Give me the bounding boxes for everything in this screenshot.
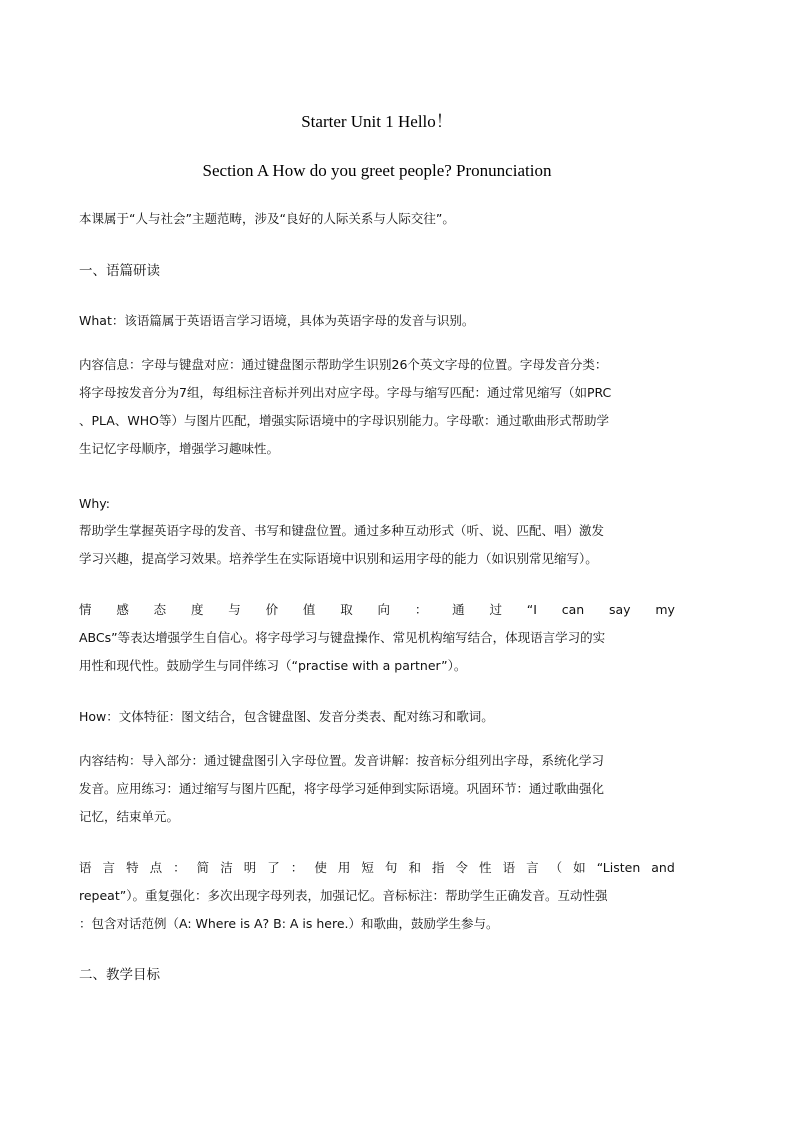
content-info-line: 内容信息：字母与键盘对应：通过键盘图示帮助学生识别26个英文字母的位置。字母发音分类：	[79, 357, 608, 372]
emotion-line: 用性和现代性。鼓励学生与同伴练习（“practise with a partner”）。	[79, 658, 467, 673]
language-line: ：包含对话范例（A: Where is A? B: A is here.）和歌曲，鼓励学生参与。	[79, 916, 499, 931]
structure-line: 发音。应用练习：通过缩写与图片匹配，将字母学习延伸到实际语境。巩固环节：通过歌曲强化	[79, 781, 605, 796]
why-paragraph	[79, 517, 675, 573]
why-line: 学习兴趣，提高学习效果。培养学生在实际语境中识别和运用字母的能力（如识别常见缩写）。	[79, 551, 598, 566]
content-info-line: 将字母按发音分为7组，每组标注音标并列出对应字母。字母与缩写匹配：通过常见缩写（如PRC	[79, 385, 612, 400]
structure-line: 内容结构：导入部分：通过键盘图引入字母位置。发音讲解：按音标分组列出字母，系统化学习	[79, 753, 605, 768]
intro-paragraph: 本课属于“人与社会”主题范畴，涉及“良好的人际关系与人际交往”。	[79, 211, 455, 226]
emotion-line: ABCs”等表达增强学生自信心。将字母学习与键盘操作、常见机构缩写结合，体现语言学习的实	[79, 630, 606, 645]
content-info-line: 、PLA、WHO等）与图片匹配，增强实际语境中的字母识别能力。字母歌：通过歌曲形式帮助学	[79, 413, 609, 428]
emotion-paragraph	[79, 596, 675, 680]
emotion-line-spread: 情 感 态 度 与 价 值 取 向 ： 通 过 “I can say my	[79, 602, 675, 617]
content-info-paragraph	[79, 351, 675, 463]
language-line-spread: 语 言 特 点 ： 简 洁 明 了 ： 使 用 短 句 和 指 令 性 语 言 （ 如 “Listen and	[79, 860, 675, 875]
structure-paragraph	[79, 747, 675, 831]
why-label: Why:	[79, 496, 110, 511]
what-paragraph: What：该语篇属于英语语言学习语境，具体为英语字母的发音与识别。	[79, 313, 475, 328]
document-title: Starter Unit 1 Hello！	[301, 112, 453, 131]
section-heading-teaching-goals: 二、教学目标	[79, 967, 160, 983]
section-heading-text-study: 一、语篇研读	[79, 263, 160, 279]
content-info-line: 生记忆字母顺序，增强学习趣味性。	[79, 441, 280, 456]
language-line: repeat”）。重复强化：多次出现字母列表，加强记忆。音标标注：帮助学生正确发音。互动性强	[79, 888, 608, 903]
language-paragraph	[79, 854, 675, 938]
how-paragraph: How：文体特征：图文结合，包含键盘图、发音分类表、配对练习和歌词。	[79, 709, 494, 724]
document-subtitle: Section A How do you greet people? Pronunciation	[202, 161, 552, 180]
structure-line: 记忆，结束单元。	[79, 809, 180, 824]
why-line: 帮助学生掌握英语字母的发音、书写和键盘位置。通过多种互动形式（听、说、匹配、唱）激发	[79, 523, 605, 538]
